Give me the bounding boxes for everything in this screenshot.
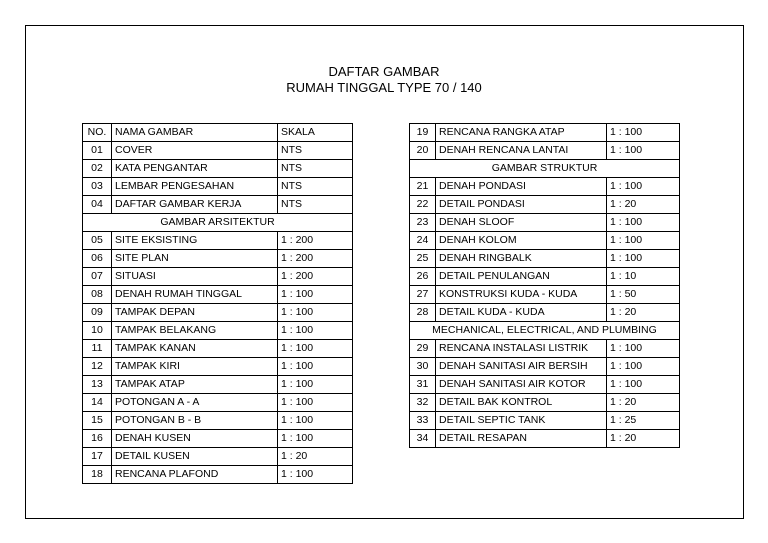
- row-scale: 1 : 200: [278, 268, 353, 286]
- table-row: [83, 160, 353, 178]
- row-number: 27: [410, 286, 436, 304]
- row-drawing-name: SITE EKSISTING: [112, 232, 278, 250]
- row-number: 31: [410, 376, 436, 394]
- row-number: 18: [83, 466, 112, 484]
- row-drawing-name: KATA PENGANTAR: [112, 160, 278, 178]
- row-scale: 1 : 100: [278, 394, 353, 412]
- row-number: 24: [410, 232, 436, 250]
- row-scale: 1 : 100: [607, 340, 680, 358]
- row-scale: 1 : 20: [278, 448, 353, 466]
- table-header-row: [83, 124, 353, 142]
- row-number: 05: [83, 232, 112, 250]
- row-drawing-name: DETAIL PONDASI: [436, 196, 607, 214]
- row-drawing-name: TAMPAK ATAP: [112, 376, 278, 394]
- row-number: 32: [410, 394, 436, 412]
- row-scale: 1 : 50: [607, 286, 680, 304]
- row-drawing-name: DENAH SLOOF: [436, 214, 607, 232]
- row-drawing-name: SITE PLAN: [112, 250, 278, 268]
- row-drawing-name: DETAIL KUDA - KUDA: [436, 304, 607, 322]
- row-scale: 1 : 20: [607, 430, 680, 448]
- section-row: [410, 322, 680, 340]
- header-scale: SKALA: [278, 124, 353, 142]
- row-scale: 1 : 20: [607, 304, 680, 322]
- table-row: [410, 394, 680, 412]
- drawing-list-table-left: [82, 123, 353, 484]
- row-drawing-name: DAFTAR GAMBAR KERJA: [112, 196, 278, 214]
- row-drawing-name: RENCANA RANGKA ATAP: [436, 124, 607, 142]
- table-row: [410, 142, 680, 160]
- row-drawing-name: POTONGAN A - A: [112, 394, 278, 412]
- row-scale: NTS: [278, 196, 353, 214]
- table-row: [410, 178, 680, 196]
- table-row: [410, 232, 680, 250]
- row-scale: 1 : 100: [278, 430, 353, 448]
- row-scale: 1 : 200: [278, 232, 353, 250]
- row-number: 07: [83, 268, 112, 286]
- header-name: NAMA GAMBAR: [112, 124, 278, 142]
- row-scale: 1 : 100: [278, 358, 353, 376]
- row-number: 22: [410, 196, 436, 214]
- row-number: 10: [83, 322, 112, 340]
- row-number: 08: [83, 286, 112, 304]
- row-scale: 1 : 100: [607, 376, 680, 394]
- table-row: [83, 268, 353, 286]
- table-row: [410, 412, 680, 430]
- row-number: 15: [83, 412, 112, 430]
- row-number: 34: [410, 430, 436, 448]
- row-number: 13: [83, 376, 112, 394]
- page-title: DAFTAR GAMBAR: [328, 64, 440, 79]
- row-drawing-name: DENAH RENCANA LANTAI: [436, 142, 607, 160]
- table-row: [83, 376, 353, 394]
- table-row: [83, 394, 353, 412]
- row-number: 11: [83, 340, 112, 358]
- table-row: [410, 124, 680, 142]
- section-row: [83, 214, 353, 232]
- row-scale: 1 : 20: [607, 196, 680, 214]
- row-number: 09: [83, 304, 112, 322]
- section-heading-architecture: GAMBAR ARSITEKTUR: [83, 214, 353, 232]
- table-row: [410, 286, 680, 304]
- row-drawing-name: DENAH SANITASI AIR KOTOR: [436, 376, 607, 394]
- row-number: 17: [83, 448, 112, 466]
- row-drawing-name: KONSTRUKSI KUDA - KUDA: [436, 286, 607, 304]
- row-scale: 1 : 10: [607, 268, 680, 286]
- table-row: [83, 412, 353, 430]
- header-no: NO.: [83, 124, 112, 142]
- table-row: [83, 178, 353, 196]
- row-drawing-name: DENAH RINGBALK: [436, 250, 607, 268]
- row-number: 20: [410, 142, 436, 160]
- table-row: [410, 250, 680, 268]
- row-number: 23: [410, 214, 436, 232]
- row-scale: 1 : 100: [278, 286, 353, 304]
- table-row: [83, 304, 353, 322]
- row-number: 04: [83, 196, 112, 214]
- row-scale: NTS: [278, 178, 353, 196]
- row-scale: 1 : 100: [278, 322, 353, 340]
- row-drawing-name: DETAIL SEPTIC TANK: [436, 412, 607, 430]
- right-table-body: [410, 124, 680, 448]
- row-scale: 1 : 100: [607, 124, 680, 142]
- left-table-body: [83, 124, 353, 484]
- row-number: 28: [410, 304, 436, 322]
- row-number: 21: [410, 178, 436, 196]
- row-number: 01: [83, 142, 112, 160]
- section-heading-structure: GAMBAR STRUKTUR: [410, 160, 680, 178]
- row-drawing-name: COVER: [112, 142, 278, 160]
- row-scale: 1 : 20: [607, 394, 680, 412]
- row-scale: 1 : 100: [607, 142, 680, 160]
- row-scale: 1 : 25: [607, 412, 680, 430]
- row-drawing-name: SITUASI: [112, 268, 278, 286]
- drawing-list-table-right: [409, 123, 680, 448]
- row-drawing-name: TAMPAK DEPAN: [112, 304, 278, 322]
- table-row: [83, 430, 353, 448]
- row-drawing-name: TAMPAK BELAKANG: [112, 322, 278, 340]
- table-row: [410, 268, 680, 286]
- row-drawing-name: DETAIL PENULANGAN: [436, 268, 607, 286]
- row-drawing-name: RENCANA INSTALASI LISTRIK: [436, 340, 607, 358]
- table-row: [83, 358, 353, 376]
- row-number: 06: [83, 250, 112, 268]
- row-drawing-name: LEMBAR PENGESAHAN: [112, 178, 278, 196]
- row-drawing-name: POTONGAN B - B: [112, 412, 278, 430]
- row-scale: 1 : 200: [278, 250, 353, 268]
- row-scale: 1 : 100: [607, 232, 680, 250]
- row-drawing-name: DETAIL KUSEN: [112, 448, 278, 466]
- row-scale: 1 : 100: [607, 214, 680, 232]
- row-drawing-name: DENAH KUSEN: [112, 430, 278, 448]
- row-scale: 1 : 100: [278, 340, 353, 358]
- row-drawing-name: RENCANA PLAFOND: [112, 466, 278, 484]
- table-row: [83, 142, 353, 160]
- table-row: [83, 448, 353, 466]
- table-row: [83, 286, 353, 304]
- row-scale: 1 : 100: [278, 466, 353, 484]
- row-drawing-name: DETAIL BAK KONTROL: [436, 394, 607, 412]
- table-row: [83, 196, 353, 214]
- row-number: 14: [83, 394, 112, 412]
- row-number: 03: [83, 178, 112, 196]
- row-drawing-name: TAMPAK KIRI: [112, 358, 278, 376]
- table-row: [410, 430, 680, 448]
- row-number: 33: [410, 412, 436, 430]
- table-row: [410, 340, 680, 358]
- row-drawing-name: DENAH PONDASI: [436, 178, 607, 196]
- row-scale: NTS: [278, 142, 353, 160]
- row-drawing-name: TAMPAK KANAN: [112, 340, 278, 358]
- row-number: 29: [410, 340, 436, 358]
- table-row: [83, 232, 353, 250]
- table-row: [410, 214, 680, 232]
- row-number: 12: [83, 358, 112, 376]
- section-heading-mep: MECHANICAL, ELECTRICAL, AND PLUMBING: [410, 322, 680, 340]
- row-scale: 1 : 100: [278, 304, 353, 322]
- row-scale: 1 : 100: [607, 358, 680, 376]
- row-number: 25: [410, 250, 436, 268]
- section-row: [410, 160, 680, 178]
- row-number: 30: [410, 358, 436, 376]
- row-number: 26: [410, 268, 436, 286]
- row-number: 16: [83, 430, 112, 448]
- table-row: [410, 196, 680, 214]
- table-row: [410, 304, 680, 322]
- row-scale: 1 : 100: [278, 412, 353, 430]
- table-row: [83, 340, 353, 358]
- row-drawing-name: DETAIL RESAPAN: [436, 430, 607, 448]
- table-row: [83, 250, 353, 268]
- row-drawing-name: DENAH RUMAH TINGGAL: [112, 286, 278, 304]
- table-row: [410, 376, 680, 394]
- row-scale: 1 : 100: [607, 250, 680, 268]
- table-row: [410, 358, 680, 376]
- row-scale: 1 : 100: [278, 376, 353, 394]
- row-number: 19: [410, 124, 436, 142]
- row-scale: NTS: [278, 160, 353, 178]
- table-row: [83, 322, 353, 340]
- row-number: 02: [83, 160, 112, 178]
- page-subtitle: RUMAH TINGGAL TYPE 70 / 140: [286, 80, 482, 95]
- row-scale: 1 : 100: [607, 178, 680, 196]
- row-drawing-name: DENAH SANITASI AIR BERSIH: [436, 358, 607, 376]
- table-row: [83, 466, 353, 484]
- row-drawing-name: DENAH KOLOM: [436, 232, 607, 250]
